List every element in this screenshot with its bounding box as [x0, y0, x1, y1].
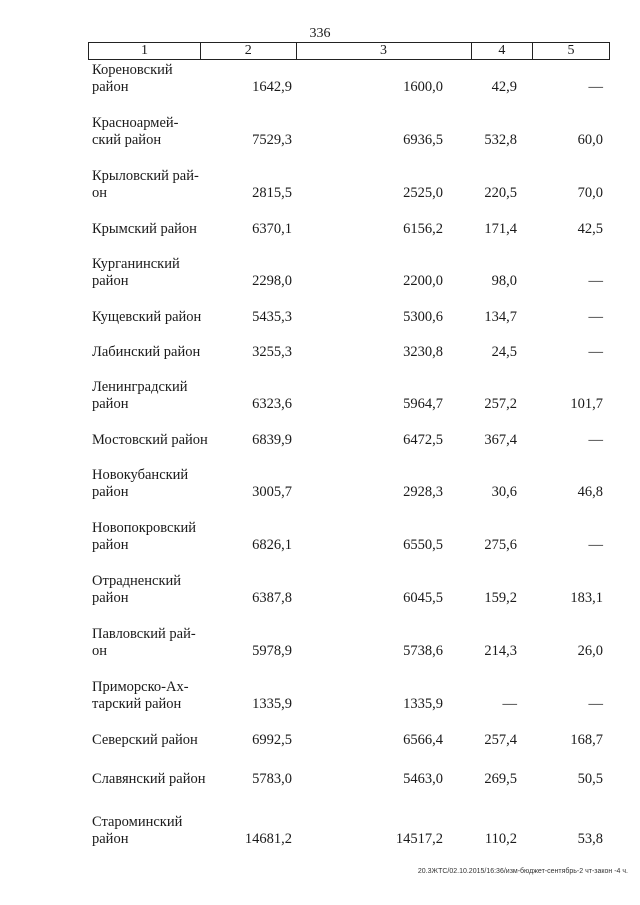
table-row: [0, 814, 640, 854]
district-name-line: Крымский район: [92, 221, 197, 237]
district-name-line: Красноармей-: [92, 115, 179, 131]
column-header-1: 1: [140, 43, 148, 58]
cell-c3: 6156,2: [403, 221, 443, 237]
table-row: [0, 679, 640, 719]
district-name-line: он: [92, 185, 108, 201]
cell-c5: —: [588, 309, 603, 325]
district-name: [92, 573, 232, 607]
column-header-4: 4: [471, 43, 533, 59]
cell-c5: 60,0: [577, 132, 603, 148]
column-header-3: 3: [296, 43, 471, 59]
cell-c4: 257,2: [484, 396, 517, 412]
cell-c2: 1335,9: [252, 696, 292, 712]
table-row: [0, 732, 640, 772]
cell-c2: 7529,3: [252, 132, 292, 148]
district-name-line: Новопокровский: [92, 520, 197, 536]
cell-c5: 50,5: [577, 771, 603, 787]
cell-c2: 6839,9: [252, 432, 292, 448]
table-row: [0, 573, 640, 613]
district-name: [92, 256, 232, 290]
cell-c3: 1600,0: [403, 79, 443, 95]
cell-c5: —: [588, 273, 603, 289]
district-name-line: тарский район: [92, 696, 182, 712]
table-row: [0, 626, 640, 666]
cell-c2: 6387,8: [252, 590, 292, 606]
district-name: [92, 62, 232, 96]
district-name: [92, 520, 232, 554]
cell-c4: 257,4: [484, 732, 517, 748]
district-name-line: Мостовский район: [92, 432, 208, 448]
column-header-5: 5: [532, 43, 609, 59]
district-name-line: Северский район: [92, 732, 198, 748]
cell-c2: 14681,2: [244, 831, 292, 847]
cell-c5: —: [588, 432, 603, 448]
district-name-line: район: [92, 831, 129, 847]
document-footer: 20.3ЖТС/02.10.2015/16:36/изм-бюджет-сентябрь-2 чт-закон -4 ч.: [417, 868, 628, 875]
cell-c5: 53,8: [577, 831, 603, 847]
cell-c2: 6992,5: [252, 732, 292, 748]
cell-c5: 70,0: [577, 185, 603, 201]
cell-c3: 6550,5: [403, 537, 443, 553]
cell-c4: 532,8: [484, 132, 517, 148]
district-name: [92, 309, 232, 326]
cell-c4: 42,9: [491, 79, 517, 95]
cell-c2: 6826,1: [252, 537, 292, 553]
table-row: [0, 62, 640, 102]
cell-c2: 5978,9: [252, 643, 292, 659]
table-row: [0, 344, 640, 384]
cell-c4: —: [502, 696, 517, 712]
table-row: [0, 520, 640, 560]
district-name-line: Павловский рай-: [92, 626, 196, 642]
cell-c3: 6472,5: [403, 432, 443, 448]
cell-c2: 2815,5: [252, 185, 292, 201]
cell-c5: —: [588, 79, 603, 95]
table-row: [0, 771, 640, 811]
page-number: 336: [309, 26, 331, 41]
district-name-line: район: [92, 396, 129, 412]
district-name-line: Отрадненский: [92, 573, 182, 589]
district-name-line: Староминский: [92, 814, 183, 830]
district-name: [92, 432, 232, 449]
district-name-line: район: [92, 537, 129, 553]
cell-c4: 110,2: [484, 831, 517, 847]
table-row: [0, 256, 640, 296]
cell-c4: 134,7: [484, 309, 517, 325]
table-header: [88, 42, 610, 60]
district-name-line: Ленинградский: [92, 379, 188, 395]
cell-c3: 5300,6: [403, 309, 443, 325]
district-name-line: Крыловский рай-: [92, 168, 199, 184]
table-row: [0, 221, 640, 261]
column-header-2: 2: [200, 43, 296, 59]
district-name-line: он: [92, 643, 108, 659]
cell-c4: 220,5: [484, 185, 517, 201]
cell-c4: 98,0: [491, 273, 517, 289]
cell-c2: 3005,7: [252, 484, 292, 500]
cell-c5: 42,5: [577, 221, 603, 237]
cell-c2: 2298,0: [252, 273, 292, 289]
district-name: [92, 221, 232, 238]
district-name-line: Кущевский район: [92, 309, 202, 325]
cell-c3: 5964,7: [403, 396, 443, 412]
cell-c4: 367,4: [484, 432, 517, 448]
cell-c2: 5435,3: [252, 309, 292, 325]
cell-c5: 168,7: [570, 732, 603, 748]
district-name-line: Новокубанский: [92, 467, 189, 483]
cell-c2: 5783,0: [252, 771, 292, 787]
cell-c3: 6566,4: [403, 732, 443, 748]
cell-c2: 6323,6: [252, 396, 292, 412]
district-name-line: район: [92, 273, 129, 289]
district-name-line: ский район: [92, 132, 162, 148]
cell-c3: 3230,8: [403, 344, 443, 360]
district-name: [92, 814, 232, 848]
cell-c5: —: [588, 344, 603, 360]
district-name-line: район: [92, 590, 129, 606]
table-row: [0, 309, 640, 349]
district-name: [92, 626, 232, 660]
table-row: [0, 467, 640, 507]
district-name-line: район: [92, 484, 129, 500]
district-name: [92, 115, 232, 149]
district-name-line: Приморско-Ах-: [92, 679, 189, 695]
district-name: [92, 344, 232, 361]
cell-c5: —: [588, 537, 603, 553]
cell-c4: 171,4: [484, 221, 517, 237]
cell-c3: 2200,0: [403, 273, 443, 289]
table-row: [0, 432, 640, 472]
district-name-line: район: [92, 79, 129, 95]
cell-c5: 101,7: [570, 396, 603, 412]
district-name: [92, 732, 232, 749]
cell-c5: 26,0: [577, 643, 603, 659]
district-name: [92, 771, 232, 788]
cell-c4: 159,2: [484, 590, 517, 606]
district-name: [92, 467, 232, 501]
district-name-line: Лабинский район: [92, 344, 201, 360]
district-name-line: Курганинский: [92, 256, 180, 272]
cell-c3: 2928,3: [403, 484, 443, 500]
district-name-line: Кореновский: [92, 62, 173, 78]
cell-c2: 6370,1: [252, 221, 292, 237]
cell-c3: 5738,6: [403, 643, 443, 659]
district-name-line: Славянский район: [92, 771, 206, 787]
table-row: [0, 379, 640, 419]
cell-c5: —: [588, 696, 603, 712]
table-row: [0, 115, 640, 155]
district-name: [92, 168, 232, 202]
cell-c4: 269,5: [484, 771, 517, 787]
cell-c5: 46,8: [577, 484, 603, 500]
cell-c4: 24,5: [491, 344, 517, 360]
cell-c4: 275,6: [484, 537, 517, 553]
district-name: [92, 379, 232, 413]
cell-c2: 3255,3: [252, 344, 292, 360]
district-name: [92, 679, 232, 713]
cell-c3: 14517,2: [395, 831, 443, 847]
cell-c3: 6936,5: [403, 132, 443, 148]
cell-c3: 6045,5: [403, 590, 443, 606]
cell-c3: 1335,9: [403, 696, 443, 712]
cell-c4: 214,3: [484, 643, 517, 659]
cell-c3: 2525,0: [403, 185, 443, 201]
cell-c5: 183,1: [570, 590, 603, 606]
cell-c4: 30,6: [491, 484, 517, 500]
cell-c2: 1642,9: [252, 79, 292, 95]
table-row: [0, 168, 640, 208]
cell-c3: 5463,0: [403, 771, 443, 787]
